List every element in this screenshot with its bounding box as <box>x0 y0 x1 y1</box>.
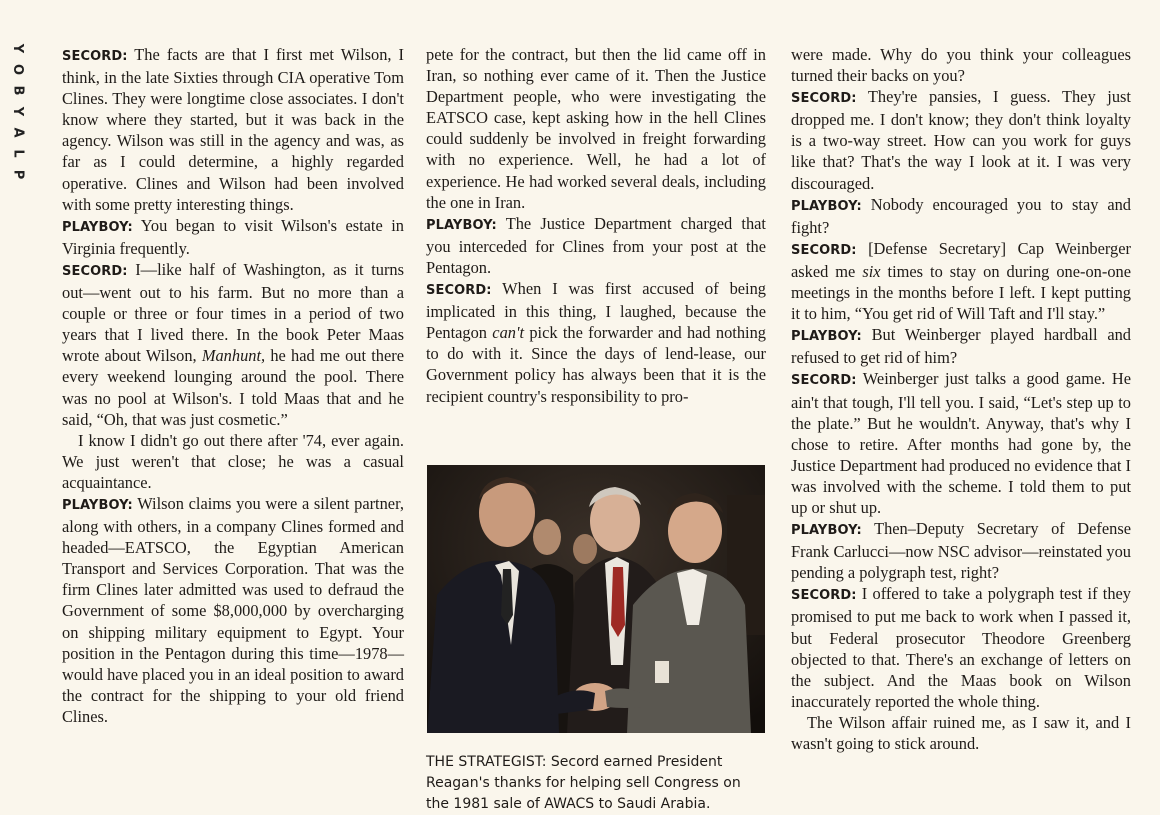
paragraph-text: Wilson claims you were a silent partner, along with others, in a company Clines formed and headed—EATSCO, the Egyptian American Transport and Services Corporation. That was the firm Clines later admitted was used to defraud the Government of some $8,000,000 by overcharging on shipping military equipment to Egypt. Your position in the Pentagon during this time—1978—would have placed you in an ideal position to award the contract for the shipping to your old friend Clines. <box>62 493 404 726</box>
side-letter: P <box>10 169 26 180</box>
side-letter: A <box>10 127 26 138</box>
paragraph <box>791 324 1131 368</box>
side-letter: Y <box>10 43 26 54</box>
speaker-label: SECORD: <box>791 588 857 604</box>
speaker-label: SECORD: <box>426 283 492 299</box>
paragraph-text: pete for the contract, but then the lid came off in Iran, so nothing ever came of it. Then the Justice Department people, who were investigating the EATSCO case, kept asking how in the hell Clines could suddenly be involved in freight forwarding with no experience. Well, he had a lot of experience. He had worked several deals, including the one in Iran. <box>426 45 766 212</box>
paragraph <box>791 238 1131 324</box>
book-title: Manhunt, <box>201 346 266 366</box>
paragraph-text: I know I didn't go out there after '74, ever again. We just weren't that close; he was a casual acquaintance. <box>62 430 404 492</box>
speaker-label: PLAYBOY: <box>62 219 133 235</box>
paragraph <box>426 278 766 407</box>
speaker-label: PLAYBOY: <box>791 198 862 214</box>
paragraph <box>62 493 404 727</box>
caption-text: Secord earned President Reagan's thanks for helping sell Congress on the 1981 sale of AWACS to Saudi Arabia. <box>426 754 741 812</box>
paragraph-text: I offered to take a polygraph test if they promised to put me back to work when I passed it, but Federal prosecutor Theodore Greenberg objected to that. There's an exchange of letters on the subject. And the Maas book on Wilson inaccurately reported the whole thing. <box>791 584 1131 711</box>
paragraph <box>426 213 766 278</box>
paragraph-text: pick the forwarder and had nothing to do with it. Since the days of lend-lease, our Government policy has always been that it is the recipient country's responsibility to pro- <box>426 323 766 406</box>
side-letter: B <box>10 85 26 96</box>
speaker-label: SECORD: <box>62 49 128 64</box>
speaker-label: PLAYBOY: <box>791 523 862 539</box>
paragraph <box>62 215 404 259</box>
photo-illustration <box>427 465 765 733</box>
speaker-label: SECORD: <box>791 91 857 107</box>
speaker-label: SECORD: <box>791 242 857 258</box>
speaker-label: PLAYBOY: <box>791 329 862 345</box>
paragraph <box>791 583 1131 712</box>
side-letter: L <box>10 149 26 158</box>
paragraph-text: But Weinberger played hardball and refused to get rid of him? <box>791 325 1131 368</box>
paragraph <box>791 368 1131 518</box>
paragraph-text: were made. Why do you think your colleagues turned their backs on you? <box>791 45 1131 86</box>
emphasis: six <box>862 261 881 281</box>
side-letter: Y <box>10 106 26 117</box>
paragraph-text: times to stay on during one-on-one meetings in the months before I left. I kept putting it to him, “You get rid of Will Taft and I'll stay.” <box>791 261 1131 324</box>
text-column-2 <box>426 44 766 407</box>
text-column-3 <box>791 44 1131 754</box>
paragraph <box>791 44 1131 86</box>
emphasis: can't <box>492 323 525 343</box>
paragraph <box>791 712 1131 754</box>
speaker-label: PLAYBOY: <box>426 217 497 233</box>
paragraph-text: I—like half of Washington, as it turns out—went out to his farm. But no more than a couple or three or four times in a period of two years that I lived there. In the book Peter Maas wrote about Wilson, <box>62 259 404 366</box>
paragraph-text: When I was first accused of being implicated in this thing, I laughed, because the Pentagon <box>426 279 766 343</box>
text-column-1 <box>62 44 404 727</box>
paragraph <box>62 430 404 493</box>
photo-caption <box>426 752 766 815</box>
speaker-label: SECORD: <box>62 263 128 279</box>
paragraph-text: The facts are that I first met Wilson, I think, in the late Sixties through CIA operative Tom Clines. They were longtime close associates. I don't know where they started, but it was back in the agency. Wilson was still in the agency and was, as far as I could determine, a highly regarded operative. Clines and Wilson had been involved with some pretty interesting things. <box>62 45 404 214</box>
paragraph <box>791 194 1131 238</box>
speaker-label: SECORD: <box>791 373 857 389</box>
paragraph-text: [Defense Secretary] Cap Weinberger asked me <box>791 238 1131 281</box>
paragraph-text: Then–Deputy Secretary of Defense Frank Carlucci—now NSC advisor—reinstated you pending a polygraph test, right? <box>791 519 1131 583</box>
paragraph-text: You began to visit Wilson's estate in Virginia frequently. <box>62 215 404 258</box>
paragraph <box>791 518 1131 583</box>
speaker-label: PLAYBOY: <box>62 497 133 513</box>
paragraph <box>791 86 1131 193</box>
paragraph-text: he had me out there every weekend lounging around the pool. There was no pool at Wilson's. I told Maas that and he said, “Oh, that was just cosmetic.” <box>62 346 404 429</box>
paragraph-text: The Wilson affair ruined me, as I saw it, and I wasn't going to stick around. <box>791 712 1131 753</box>
side-letter: O <box>10 63 26 76</box>
paragraph <box>62 44 404 215</box>
paragraph-text: The Justice Department charged that you interceded for Clines from your post at the Pentagon. <box>426 213 766 277</box>
paragraph-text: Nobody encouraged you to stay and fight? <box>791 194 1131 237</box>
paragraph <box>426 44 766 213</box>
caption-heading: THE STRATEGIST: <box>426 754 547 770</box>
news-photo <box>427 465 765 733</box>
paragraph-text: They're pansies, I guess. They just dropped me. I don't know; they don't think loyalty is a two-way street. How can you work for guys like that? That's the way I look at it. I was very discouraged. <box>791 87 1131 193</box>
paragraph <box>62 259 404 430</box>
paragraph-text: Weinberger just talks a good game. He ain't that tough, I'll tell you. I said, “Let's step up to the plate.” But he wouldn't. Anyway, that's why I chose to retire. After months had gone by, the Justice Department had produced no evidence that I was involved with the scheme. I told them to put up or shut up. <box>791 369 1131 517</box>
magazine-side-title <box>6 42 30 181</box>
